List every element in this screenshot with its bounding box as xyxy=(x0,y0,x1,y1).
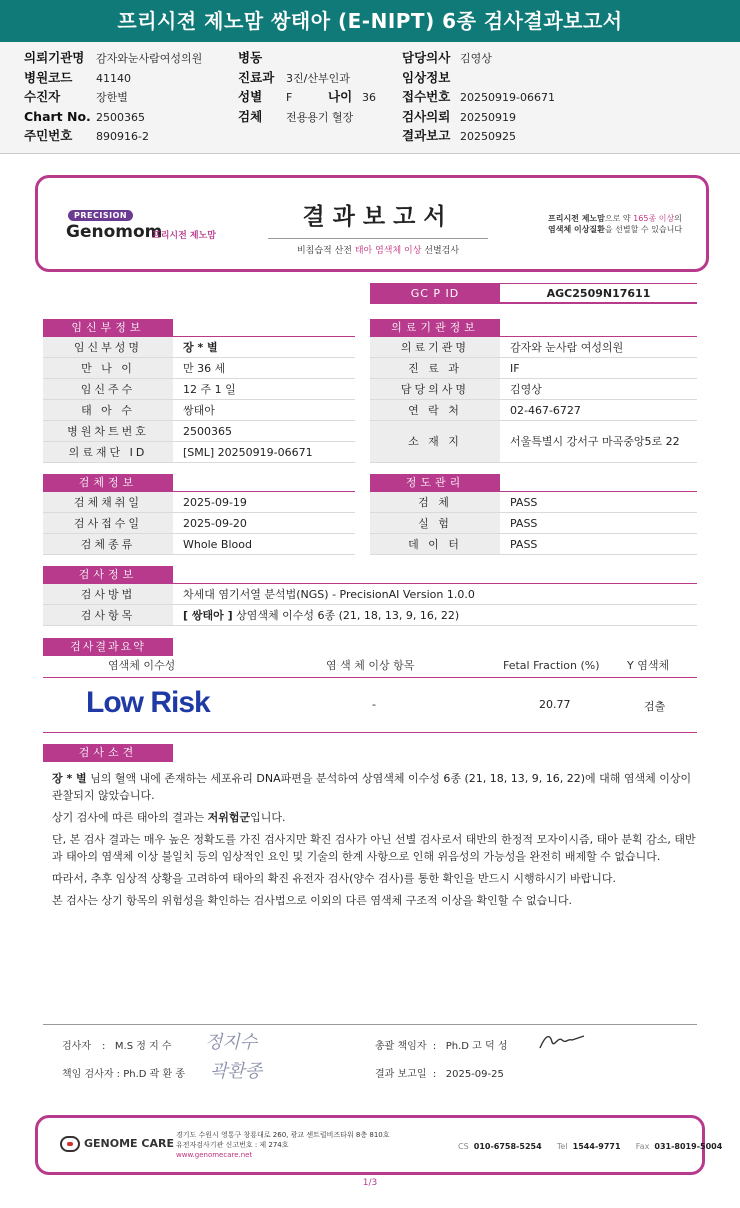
row-label: 소 재 지 xyxy=(370,421,500,462)
patient-name: 장 * 별 xyxy=(52,772,87,785)
summary-y-chromosome: 검출 xyxy=(644,700,666,713)
table-row xyxy=(370,492,697,513)
row-label: 의료기관명 xyxy=(370,337,500,357)
table-row xyxy=(370,513,697,534)
header-value: 20250925 xyxy=(460,130,516,143)
risk-group: 저위험군 xyxy=(207,811,251,824)
row-label: 검 체 xyxy=(370,492,500,512)
row-value: 만 36 세 xyxy=(183,362,226,375)
footer-contacts xyxy=(458,1142,722,1151)
table-row xyxy=(43,584,697,605)
header-value: 3진/산부인과 xyxy=(286,71,350,85)
report-date-line: 결과 보고일 : 2025-09-25 xyxy=(375,1069,504,1080)
header-value: 41140 xyxy=(96,71,131,85)
signature-divider xyxy=(43,1024,697,1025)
report-heading: 결과보고서 xyxy=(302,204,454,230)
report-subtitle xyxy=(268,238,488,256)
director-line: 총괄 책임자 : Ph.D 고 덕 성 xyxy=(375,1041,508,1052)
row-value: 2025-09-19 xyxy=(183,496,247,509)
row-label: 만 나 이 xyxy=(43,358,173,378)
row-label: 의료재단 ID xyxy=(43,442,173,462)
header-label: Chart No. xyxy=(24,108,91,124)
report-banner xyxy=(35,175,709,272)
table-row xyxy=(43,358,355,379)
row-label: 검체종류 xyxy=(43,534,173,554)
opinion-paragraph: 따라서, 추후 임상적 상황을 고려하여 태아의 확진 유전자 검사(양수 검사)를 통한 확인을 반드시 시행하시기 바랍니다. xyxy=(52,872,616,885)
tester-name: M.S 정 지 수 xyxy=(114,1041,172,1052)
summary-col-y-chromosome: Y 염색체 xyxy=(627,659,670,672)
row-value: 장 * 별 xyxy=(183,341,218,354)
section-test-info: 검사정보 xyxy=(43,566,173,584)
header-value: 감자와눈사람여성의원 xyxy=(96,52,203,65)
header-value: 장한별 xyxy=(96,91,128,104)
row-value: 차세대 염기서열 분석법(NGS) - PrecisionAI Version 1.0.0 xyxy=(183,588,475,601)
section-opinion: 검사소견 xyxy=(43,744,173,762)
director-signature xyxy=(538,1030,586,1052)
row-label: 진 료 과 xyxy=(370,358,500,378)
header-value: 36 xyxy=(362,91,376,104)
row-label: 검체채취일 xyxy=(43,492,173,512)
row-value: 서울특별시 강서구 마곡중앙5로 22 xyxy=(510,435,680,448)
row-label: 검사항목 xyxy=(43,605,173,625)
row-value: 12 주 1 일 xyxy=(183,383,236,396)
chief-name: Ph.D 곽 환 종 xyxy=(123,1069,185,1080)
opinion-paragraph xyxy=(52,770,697,804)
row-value: 감자와 눈사람 여성의원 xyxy=(510,341,624,354)
patient-header xyxy=(0,42,740,154)
opinion-text-span: 상기 검사에 따른 태아의 결과는 xyxy=(52,811,208,824)
subtitle-text: 비침습적 산전 xyxy=(296,246,355,256)
license-line: 유전자검사기관 신고번호 : 제 274호 xyxy=(176,1141,289,1149)
genome-care-icon xyxy=(60,1136,80,1152)
gcpid-label: GC P ID xyxy=(370,283,500,304)
table-row xyxy=(370,379,697,400)
header-label: 병동 xyxy=(238,50,263,65)
test-item-text: 상염색체 이수성 6종 (21, 18, 13, 9, 16, 22) xyxy=(232,609,460,622)
footer-address xyxy=(176,1130,390,1160)
cs-label: CS xyxy=(458,1142,469,1151)
row-label: 연 락 처 xyxy=(370,400,500,420)
row-label: 검사접수일 xyxy=(43,513,173,533)
subtitle-highlight: 태아 염색체 이상 xyxy=(354,246,422,256)
gcpid-box xyxy=(370,283,697,304)
row-value xyxy=(183,605,459,626)
report-date-label: 결과 보고일 xyxy=(375,1069,427,1080)
header-label: 담당의사 xyxy=(402,50,451,65)
test-item-bold: [ 쌍태아 ] xyxy=(183,609,233,622)
row-value: PASS xyxy=(510,517,538,530)
table-row xyxy=(370,337,697,358)
header-label: 성별 xyxy=(238,89,263,104)
row-label: 데 이 터 xyxy=(370,534,500,554)
row-label: 담당의사명 xyxy=(370,379,500,399)
opinion-text xyxy=(52,770,697,914)
row-value: Whole Blood xyxy=(183,538,252,551)
desc-bold: 염색체 이상질환 xyxy=(548,225,605,234)
cs-number: 010-6758-5254 xyxy=(473,1142,542,1151)
table-row xyxy=(43,534,355,555)
summary-header xyxy=(43,656,697,678)
website-link[interactable]: www.genomecare.net xyxy=(176,1151,253,1159)
summary-result-row xyxy=(43,678,697,733)
tester-signature: 정지수 xyxy=(205,1032,258,1053)
header-col-2 xyxy=(238,48,376,126)
summary-abnormal-item: - xyxy=(372,698,376,711)
header-value: F xyxy=(286,91,293,104)
precision-badge: PRECISION xyxy=(68,210,133,221)
opinion-paragraph xyxy=(52,809,697,826)
header-label: 임상정보 xyxy=(402,69,451,85)
table-row xyxy=(43,337,355,358)
section-pregnant-info: 임신부정보 xyxy=(43,319,173,337)
row-value: 쌍태아 xyxy=(183,404,215,417)
desc-text: 의 xyxy=(674,214,682,223)
row-value: 2025-09-20 xyxy=(183,517,247,530)
genome-care-name: GENOME CARE xyxy=(84,1137,174,1150)
row-value: PASS xyxy=(510,538,538,551)
header-value: 890916-2 xyxy=(96,130,149,143)
row-value: PASS xyxy=(510,496,538,509)
table-row xyxy=(43,492,355,513)
header-col-3 xyxy=(402,48,555,146)
fax-label: Fax xyxy=(635,1142,650,1151)
gcpid-value: AGC2509N17611 xyxy=(500,283,697,304)
opinion-paragraph: 본 검사는 상기 항목의 위험성을 확인하는 검사법으로 이외의 다른 염색체 구조적 이상을 확인할 수 없습니다. xyxy=(52,894,572,907)
table-row xyxy=(370,358,697,379)
report-description xyxy=(548,213,708,235)
chief-line: 책임 검사자 : Ph.D 곽 환 종 xyxy=(62,1069,185,1080)
section-result-summary: 검사결과요약 xyxy=(43,638,173,656)
summary-col-aneuploidy: 염색체 이수성 xyxy=(108,659,176,672)
header-value: 20250919-06671 xyxy=(460,91,555,104)
row-label: 임신부성명 xyxy=(43,337,173,357)
desc-brand: 프리시전 제노맘 xyxy=(548,214,605,223)
summary-fetal-fraction: 20.77 xyxy=(539,698,571,711)
summary-col-fetal-fraction: Fetal Fraction (%) xyxy=(503,659,600,672)
header-label: 병원코드 xyxy=(24,69,73,85)
header-value: 전용용기 혈장 xyxy=(286,110,354,124)
header-value: 김영상 xyxy=(460,52,492,65)
genomom-logo: Genomom xyxy=(66,222,163,242)
opinion-paragraph: 단, 본 검사 결과는 매우 높은 정확도를 가진 검사지만 확진 검사가 아닌 선별 검사로서 태반의 한정적 모자이시즘, 태아 분획 감소, 태반과 태아의 염색체 이상 불일치 등의 임상적인 요인 및 기술의 한계 사항으로 인해 위음성의 가능성을 완전히 배제할 수 없습니다. xyxy=(52,833,696,863)
table-row xyxy=(43,513,355,534)
summary-col-abnormal-items: 염 색 체 이상 항목 xyxy=(326,659,415,672)
director-label: 총괄 책임자 xyxy=(375,1041,427,1052)
row-value: 02-467-6727 xyxy=(510,404,581,417)
table-row xyxy=(43,379,355,400)
header-col-1 xyxy=(24,48,202,146)
genomom-logo-sub: 프리시전 제노맘 xyxy=(152,231,216,241)
report-date: 2025-09-25 xyxy=(445,1069,504,1080)
table-row xyxy=(43,421,355,442)
address-line: 경기도 수원시 영통구 창룡대로 260, 광교 센트럴비즈타워 8층 810호 xyxy=(176,1131,390,1139)
row-value: [SML] 20250919-06671 xyxy=(183,446,313,459)
desc-text: 으로 약 xyxy=(604,214,634,223)
table-row xyxy=(370,421,697,463)
table-row xyxy=(43,442,355,463)
opinion-text-span: 님의 혈액 내에 존재하는 세포유리 DNA파편을 분석하여 상염색체 이수성 6종 (21, 18, 13, 9, 16, 22)에 대해 염색체 이상이 관찰되지 않았습니다. xyxy=(52,772,692,802)
row-label: 병원차트번호 xyxy=(43,421,173,441)
header-label: 진료과 xyxy=(238,69,275,85)
table-row xyxy=(43,605,697,626)
header-label: 검체 xyxy=(238,108,263,124)
genome-care-logo xyxy=(60,1136,174,1152)
header-label: 결과보고 xyxy=(402,128,451,143)
row-label: 실 험 xyxy=(370,513,500,533)
row-value: 2500365 xyxy=(183,425,232,438)
chief-signature: 곽환종 xyxy=(210,1061,263,1082)
tel-label: Tel xyxy=(556,1142,568,1151)
fax-number: 031-8019-5004 xyxy=(654,1142,723,1151)
report-title-bar: 프리시젼 제노맘 쌍태아 (E-NIPT) 6종 검사결과보고서 xyxy=(0,0,740,42)
chief-label: 책임 검사자 xyxy=(62,1069,114,1080)
header-label: 검사의뢰 xyxy=(402,108,451,124)
row-label: 검사방법 xyxy=(43,584,173,604)
tester-line: 검사자 : M.S 정 지 수 xyxy=(62,1037,172,1052)
footer xyxy=(35,1115,723,1175)
section-institution-info: 의료기관정보 xyxy=(370,319,500,337)
section-quality-control: 정도관리 xyxy=(370,474,500,492)
director-name: Ph.D 고 덕 성 xyxy=(445,1041,508,1052)
header-value: 20250919 xyxy=(460,110,516,124)
tel-number: 1544-9771 xyxy=(572,1142,621,1151)
header-label: 수진자 xyxy=(24,89,61,104)
header-label: 접수번호 xyxy=(402,89,451,104)
header-label: 나이 xyxy=(328,89,353,104)
subtitle-text: 선별검사 xyxy=(421,246,460,256)
table-row xyxy=(370,534,697,555)
row-value: 김영상 xyxy=(510,383,542,396)
page-number: 1/3 xyxy=(362,1178,378,1188)
desc-highlight: 165종 이상 xyxy=(633,214,675,223)
low-risk-result: Low Risk xyxy=(86,686,210,719)
desc-text: 을 선별할 수 있습니다 xyxy=(604,225,683,234)
section-specimen-info: 검체정보 xyxy=(43,474,173,492)
opinion-text-span: 입니다. xyxy=(250,811,286,824)
header-label: 주민번호 xyxy=(24,128,73,143)
header-value: 2500365 xyxy=(96,110,145,124)
row-label: 태 아 수 xyxy=(43,400,173,420)
tester-label: 검사자 xyxy=(62,1041,91,1052)
header-label: 의뢰기관명 xyxy=(24,50,85,65)
row-value: IF xyxy=(510,362,520,375)
row-label: 임신주수 xyxy=(43,379,173,399)
table-row xyxy=(370,400,697,421)
table-row xyxy=(43,400,355,421)
